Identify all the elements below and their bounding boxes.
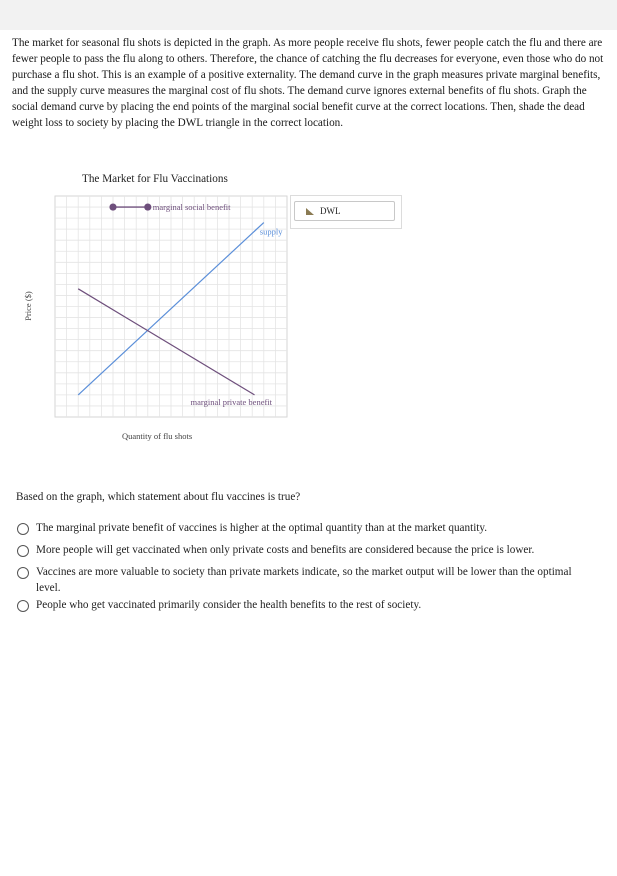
radio-button[interactable]: [17, 600, 29, 612]
msb-endpoint-handle: [144, 203, 151, 210]
intro-text: The market for seasonal flu shots is depicted in the graph. As more people receive flu shots, fewer people catch the flu and there are fewer people to pass the flu along to others. Therefore, the chance of catching the flu decreases for everyone, even those who do not purchase a flu shot. This is an example of a positive externality. The demand curve in the graph measures private marginal benefits, and the supply curve measures the marginal cost of flu shots. The demand curve ignores external benefits of flu shots. Graph the social demand curve by placing the end points of the marginal social benefit curve at the correct locations. Then, shade the dead weight loss to society by placing the DWL triangle in the correct location.: [12, 37, 604, 129]
x-axis-label: Quantity of flu shots: [122, 431, 193, 441]
radio-button[interactable]: [17, 545, 29, 557]
dwl-tool-label: DWL: [320, 206, 341, 216]
msb-endpoint-handle: [109, 203, 116, 210]
triangle-icon: [306, 208, 314, 215]
radio-button[interactable]: [17, 523, 29, 535]
question-text: Based on the graph, which statement about flu vaccines is true?: [16, 491, 301, 503]
answer-option-2[interactable]: [16, 542, 596, 558]
answer-option-label: People who get vaccinated primarily consider the health benefits to the rest of society.: [36, 599, 422, 611]
marginal-private-benefit-label: marginal private benefit: [190, 396, 273, 407]
answer-option-label: The marginal private benefit of vaccines is higher at the optimal quantity than at the market quantity.: [36, 522, 488, 534]
answer-option-4[interactable]: [16, 597, 596, 613]
answer-option-label: Vaccines are more valuable to society than private markets indicate, so the market output will be lower than the optimal level.: [36, 566, 572, 594]
radio-button[interactable]: [17, 567, 29, 579]
marginal-social-benefit-label: marginal social benefit: [152, 202, 231, 213]
tool-legend: [290, 195, 402, 229]
y-axis-label: Price ($): [23, 291, 33, 321]
answer-option-1[interactable]: [16, 520, 596, 536]
answer-options: [16, 520, 596, 613]
answer-option-label: More people will get vaccinated when only private costs and benefits are considered because the price is lower.: [36, 544, 535, 556]
graph-title: The Market for Flu Vaccinations: [82, 173, 228, 185]
answer-option-3[interactable]: [16, 564, 596, 596]
dwl-tool-button[interactable]: [294, 201, 395, 221]
supply-label: supply: [259, 226, 283, 237]
